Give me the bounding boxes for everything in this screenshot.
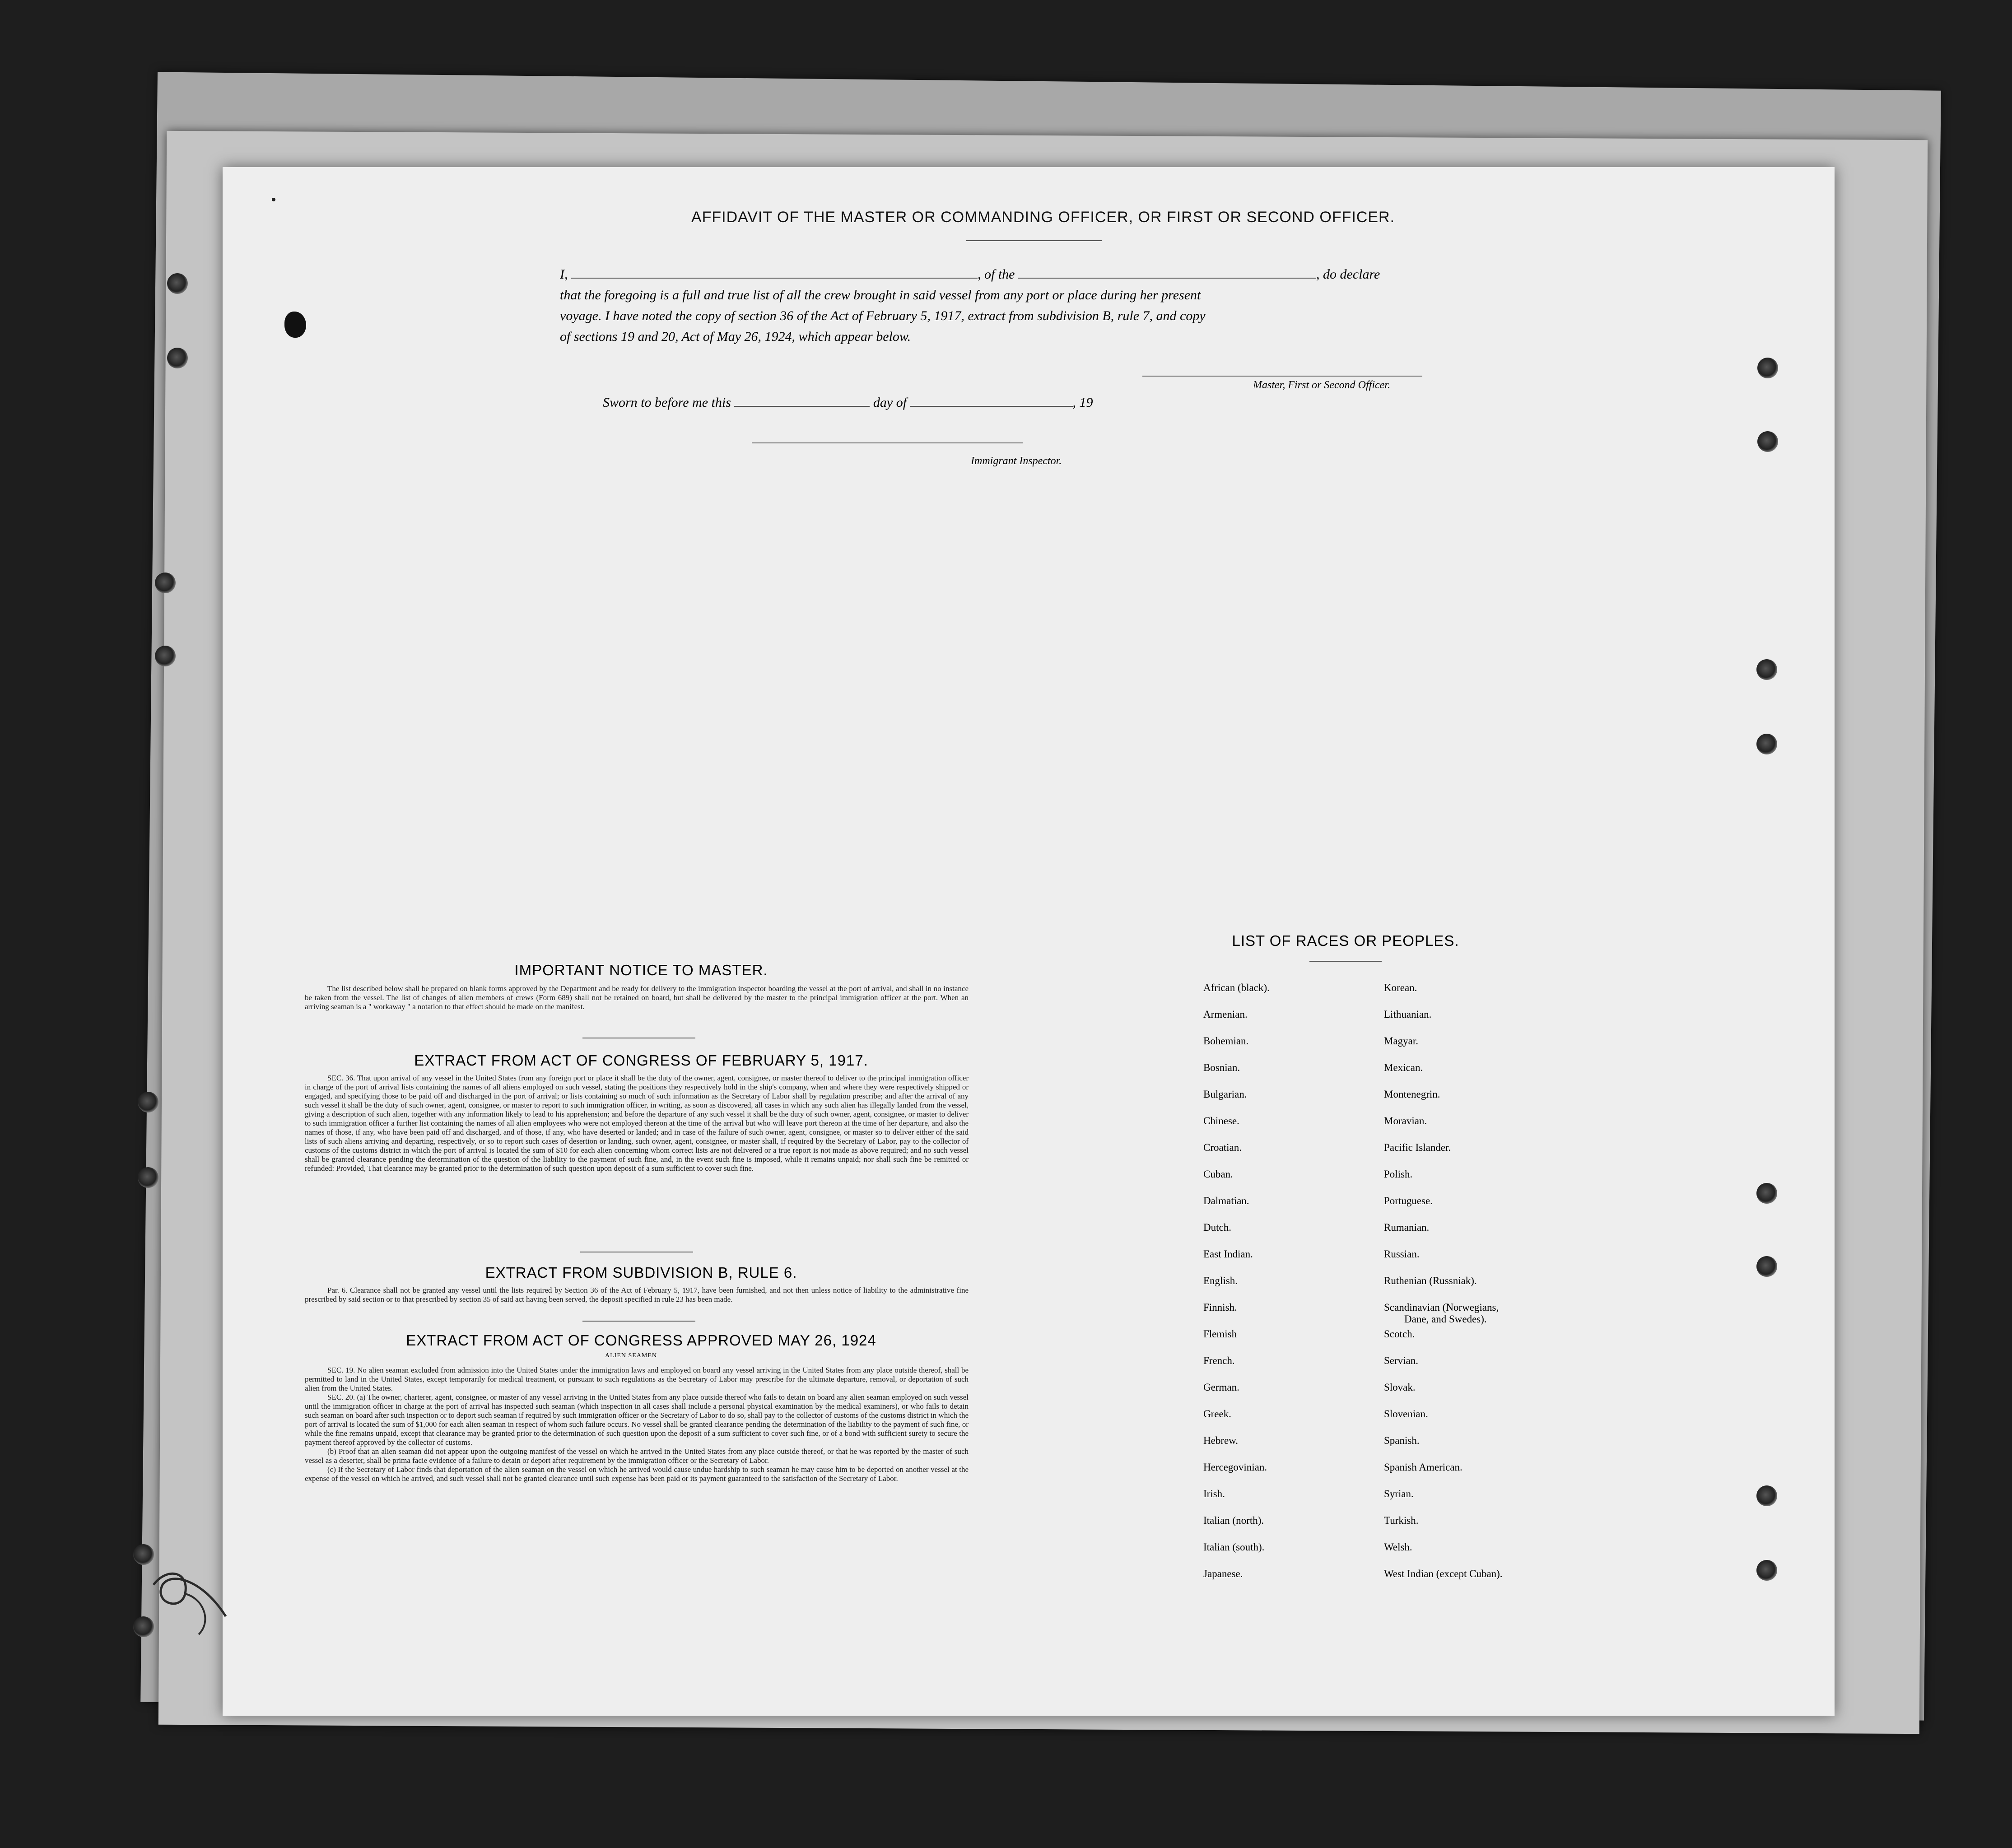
race-item: Portuguese. — [1384, 1195, 1433, 1206]
race-item: Servian. — [1384, 1355, 1419, 1366]
rule6-paragraph: Par. 6. Clearance shall not be granted any vessel until the lists required by Section 36 of the Act of February 5, 1917, have been furnished, and not then unless notice of liability to the administrative fine prescribed by said section or to that prescribed by section 35 of said act having been served, the deposit specified in rule 23 has been made. — [305, 1286, 969, 1303]
punch-hole — [167, 273, 188, 294]
vessel-prefix: , of the — [978, 267, 1015, 282]
sworn-prefix: Sworn to before me this — [603, 395, 731, 410]
race-item: Montenegrin. — [1384, 1089, 1440, 1100]
sworn-day-field[interactable] — [734, 406, 870, 407]
notice-text — [305, 984, 969, 1011]
rule6-divider — [582, 1321, 695, 1322]
punch-hole — [167, 348, 188, 368]
sec20b-paragraph: (b) Proof that an alien seaman did not appear upon the outgoing manifest of the vessel on which he arrived in the United States from any place outside thereof, or that he was reported by the master of such vessel as a deserter, shall be prima facie evidence of a failure to detain or deport after requirement by the immigration officer or the Secretary of Labor. — [305, 1447, 969, 1465]
race-item: Japanese. — [1203, 1568, 1243, 1579]
punch-hole — [1757, 431, 1778, 452]
punch-hole — [1756, 734, 1777, 754]
rule6-text — [305, 1286, 969, 1304]
alien-seamen-subtitle: ALIEN SEAMEN — [605, 1352, 657, 1359]
declarant-name-field[interactable] — [571, 278, 978, 279]
act1924-title: EXTRACT FROM ACT OF CONGRESS APPROVED MAY 26, 1924 — [406, 1332, 876, 1349]
punch-hole — [1756, 1183, 1777, 1204]
vessel-name-field[interactable] — [1018, 278, 1316, 279]
races-title: LIST OF RACES OR PEOPLES. — [1232, 932, 1459, 949]
race-item: Magyar. — [1384, 1035, 1419, 1047]
inspector-signature-line[interactable] — [752, 442, 1023, 443]
sec20c-paragraph: (c) If the Secretary of Labor finds that deportation of the alien seaman on the vessel on which he arrived would cause undue hardship to such seaman he may cause him to be deported on another vessel at the expense of the vessel on which he arrived, and such vessel shall not be granted clearance until such expense has been paid or its payment guaranteed to the satisfaction of the Secretary of Labor. — [305, 1465, 969, 1483]
master-caption: Master, First or Second Officer. — [1253, 379, 1390, 391]
race-item: Slovak. — [1384, 1382, 1416, 1393]
tick-mark — [272, 198, 275, 201]
sworn-year: , 19 — [1072, 395, 1093, 410]
declaration-line-2: that the foregoing is a full and true list of all the crew brought in said vessel from any port or place during her present — [560, 288, 1201, 303]
race-item: African (black). — [1203, 982, 1270, 993]
race-item: Hercegovinian. — [1203, 1462, 1267, 1473]
declaration-line-4: of sections 19 and 20, Act of May 26, 1924, which appear below. — [560, 329, 911, 344]
punch-hole — [1756, 659, 1777, 680]
race-item: Scotch. — [1384, 1328, 1415, 1340]
race-item: Welsh. — [1384, 1541, 1412, 1553]
race-item: Chinese. — [1203, 1115, 1239, 1126]
punch-hole — [155, 573, 176, 593]
punch-hole — [1756, 1560, 1777, 1581]
title-divider — [966, 240, 1102, 241]
act1917-title: EXTRACT FROM ACT OF CONGRESS OF FEBRUARY 5, 1917. — [414, 1052, 868, 1069]
sworn-month-field[interactable] — [910, 406, 1073, 407]
act1917-text — [305, 1074, 969, 1173]
race-item: French. — [1203, 1355, 1235, 1366]
affidavit-body — [560, 264, 1454, 347]
race-item: Dalmatian. — [1203, 1195, 1249, 1206]
race-item: Russian. — [1384, 1248, 1420, 1260]
race-item: Moravian. — [1384, 1115, 1427, 1126]
race-item: Mexican. — [1384, 1062, 1423, 1073]
race-item: Scandinavian (Norwegians, — [1384, 1302, 1499, 1313]
race-item: East Indian. — [1203, 1248, 1253, 1260]
punch-hole — [1756, 1256, 1777, 1277]
declaration-line-3: voyage. I have noted the copy of section 36 of the Act of February 5, 1917, extract from subdivision B, rule 7, and copy — [560, 308, 1206, 323]
act1917-paragraph: SEC. 36. That upon arrival of any vessel in the United States from any foreign port or place it shall be the duty of the owner, agent, consignee, or master thereof to deliver to the principal immigration officer in charge of the port of arrival lists containing the names of all aliens employed on such vessel, stating the positions they respectively hold in the ship's company, when and where they were respectively shipped or engaged, and specifying those to be paid off and discharged in the port of arrival; or lists containing so much of such information as the Secretary of Labor shall by regulation prescribe; and after the arrival of any such vessel it shall be the duty of such owner, agent, consignee, or master to report to such immigration officer, in writing, as soon as discovered, all cases in which any such alien has illegally landed from the vessel, giving a description of such alien, together with any information likely to lead to his apprehension; and before the departure of any such vessel it shall be the duty of such owner, agent, consignee, or master to deliver to such immigration officer a further list containing the names of all alien employees who were not employed thereon at the time of the arrival but who will leave port thereon at the time of her departure, and also the names of those, if any, who have been paid off and discharged, and of those, if any, who have deserted or landed; and in case of the failure of such owner, agent, consignee, or master so to deliver either of the said lists of such aliens arriving and departing, respectively, or so to report such cases of desertion or landing, such owner, agent, consignee, or master shall, if required by the Secretary of Labor, pay to the collector of customs of the customs district in which the port of arrival is located the sum of $10 for each alien concerning whom correct lists are not delivered or a true report is not made as above required; and no such vessel shall be granted clearance pending the determination of the question of the liability to the payment of such fine, and, in the event such fine is imposed, while it remains unpaid; nor shall such fine be remitted or refunded: Provided, That clearance may be granted prior to the determination of such question upon deposit of a sum sufficient to cover such fine. — [305, 1074, 969, 1173]
rule6-title: EXTRACT FROM SUBDIVISION B, RULE 6. — [485, 1264, 797, 1281]
race-item: Syrian. — [1384, 1488, 1414, 1499]
race-item: Hebrew. — [1203, 1435, 1239, 1446]
race-item: Flemish — [1203, 1328, 1237, 1340]
punch-hole — [138, 1167, 158, 1188]
race-item: Turkish. — [1384, 1515, 1419, 1526]
race-item: Armenian. — [1203, 1009, 1248, 1020]
inspector-caption: Immigrant Inspector. — [971, 455, 1062, 467]
race-item: Ruthenian (Russniak). — [1384, 1275, 1477, 1286]
sworn-day-of: day of — [873, 395, 907, 410]
race-item: Dutch. — [1203, 1222, 1231, 1233]
race-item: West Indian (except Cuban). — [1384, 1568, 1503, 1579]
race-item: Polish. — [1384, 1168, 1413, 1180]
sworn-line — [603, 395, 1093, 410]
declarant-prefix: I, — [560, 267, 568, 282]
sec19-paragraph: SEC. 19. No alien seaman excluded from admission into the United States under the immigration laws and employed on board any vessel arriving in the United States from any place outside thereof, shall be permitted to land in the United States, except temporarily for medical treatment, or pursuant to such regulations as the Secretary of Labor may prescribe for the ultimate departure, removal, or deportation of such alien from the United States. — [305, 1366, 969, 1392]
race-item: Bohemian. — [1203, 1035, 1249, 1047]
race-item: Italian (south). — [1203, 1541, 1265, 1553]
race-item: German. — [1203, 1382, 1239, 1393]
master-signature-line[interactable] — [1142, 376, 1422, 377]
race-item: Italian (north). — [1203, 1515, 1264, 1526]
races-divider — [1309, 961, 1382, 962]
punch-hole — [1756, 1485, 1777, 1506]
race-item: Spanish American. — [1384, 1462, 1462, 1473]
act1924-text — [305, 1366, 969, 1483]
ink-blot — [284, 312, 306, 338]
race-item: Croatian. — [1203, 1142, 1242, 1153]
race-item: Pacific Islander. — [1384, 1142, 1451, 1153]
race-item: Rumanian. — [1384, 1222, 1430, 1233]
race-item: Slovenian. — [1384, 1408, 1428, 1420]
race-item: Dane, and Swedes). — [1404, 1313, 1487, 1325]
notice-title: IMPORTANT NOTICE TO MASTER. — [514, 962, 768, 978]
punch-hole — [138, 1092, 158, 1113]
affidavit-title: AFFIDAVIT OF THE MASTER OR COMMANDING OFFICER, OR FIRST OR SECOND OFFICER. — [691, 209, 1395, 226]
race-item: Greek. — [1203, 1408, 1231, 1420]
declare-suffix: , do declare — [1316, 267, 1380, 282]
punch-hole — [155, 646, 176, 666]
binding-twine — [135, 1526, 253, 1643]
race-item: Lithuanian. — [1384, 1009, 1432, 1020]
race-item: Finnish. — [1203, 1302, 1237, 1313]
race-item: Spanish. — [1384, 1435, 1420, 1446]
punch-hole — [1757, 358, 1778, 378]
race-item: Irish. — [1203, 1488, 1225, 1499]
race-item: English. — [1203, 1275, 1238, 1286]
declaration-line — [560, 264, 1454, 285]
sec20a-paragraph: SEC. 20. (a) The owner, charterer, agent, consignee, or master of any vessel arriving in the United States from any place outside thereof who fails to detain on board any alien seaman employed on such vessel until the immigration officer in charge at the port of arrival has inspected such seaman (which inspection in all cases shall include a personal physical examination by the medical examiners), or who fails to detain such seaman on board after such inspection or to deport such seaman if required by such immigration officer or the Secretary of Labor to do so, shall pay to the collector of customs of the customs district in which the port of arrival is located the sum of $1,000 for each alien seaman in respect of whom such failure occurs. No vessel shall be granted clearance pending the determination of the liability to the payment of such fine, or while the fine remains unpaid, except that clearance may be granted prior to the determination of such question upon the deposit of a sum sufficient to cover such fine, or of a bond with sufficient surety to secure the payment thereof approved by the collector of customs. — [305, 1393, 969, 1447]
race-item: Bosnian. — [1203, 1062, 1240, 1073]
race-item: Bulgarian. — [1203, 1089, 1247, 1100]
notice-paragraph: The list described below shall be prepared on blank forms approved by the Department and be ready for delivery to the immigration inspector boarding the vessel at the port of arrival, and shall in no instance be taken from the vessel. The list of changes of alien members of crews (Form 689) shall not be retained on board, but shall be delivered by the master to the principal immigration officer at the port. When an arriving seaman is a " workaway " a notation to that effect should be made on the manifest. — [305, 984, 969, 1011]
race-item: Cuban. — [1203, 1168, 1233, 1180]
race-item: Korean. — [1384, 982, 1417, 993]
